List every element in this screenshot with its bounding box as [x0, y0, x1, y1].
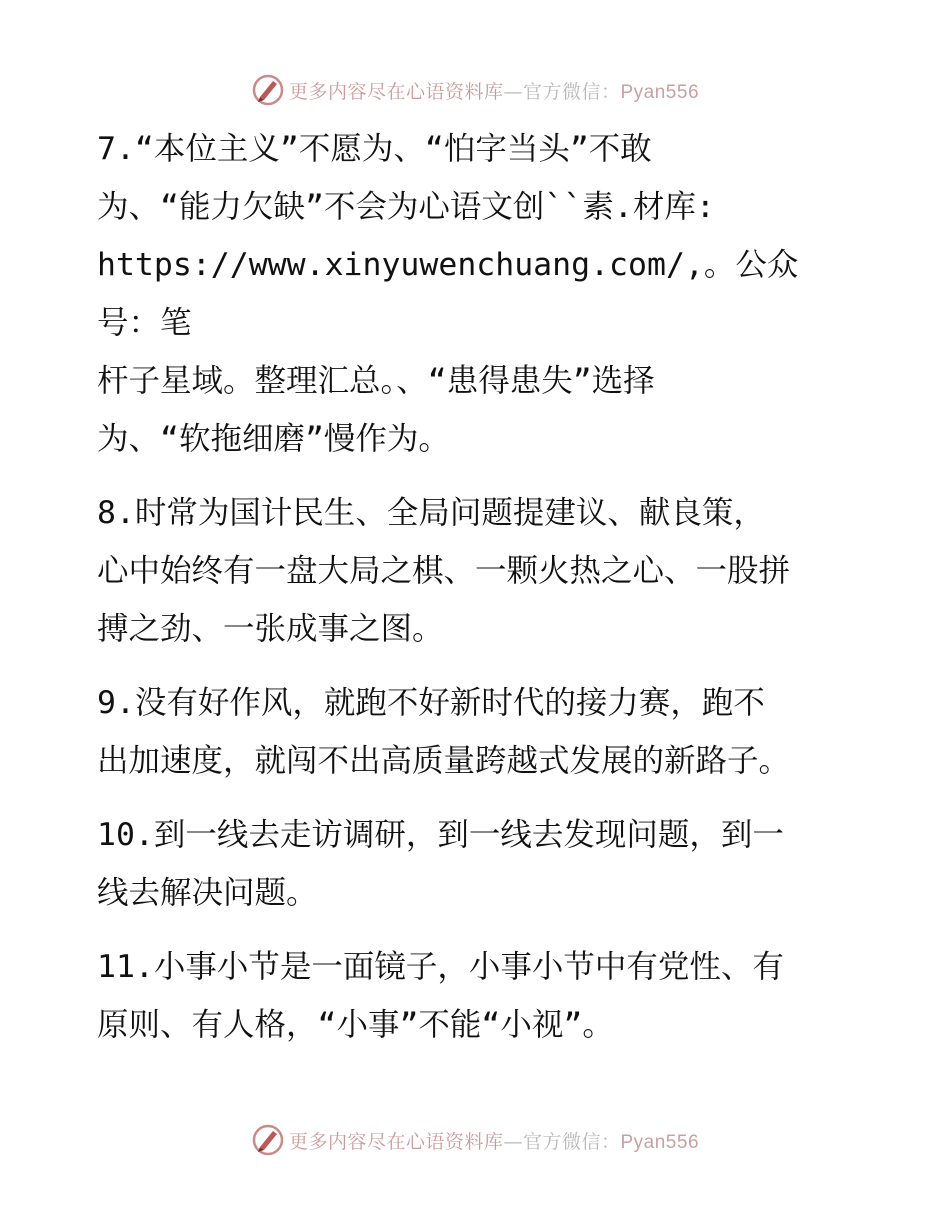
banner-wechat-label: 官方微信：	[522, 1130, 621, 1153]
banner-title: 更多内容尽在心语资料库	[288, 80, 504, 103]
paragraph-11	[97, 938, 857, 1054]
banner-dash: —	[503, 80, 523, 103]
text-line: 出加速度，就闯不出高质量跨越式发展的新路子。	[97, 743, 791, 779]
text-line: 7.“本位主义”不愿为、“怕字当头”不敢	[97, 131, 652, 167]
banner-text	[289, 1127, 699, 1154]
text-line: 8.时常为国计民生、全局问题提建议、献良策，	[97, 495, 765, 531]
text-line: 线去解决问题。	[97, 875, 318, 911]
paragraph-8	[97, 484, 857, 658]
footer-banner	[0, 1120, 950, 1160]
text-line: 原则、有人格，“小事”不能“小视”。	[97, 1007, 614, 1043]
text-line: 9.没有好作风，就跑不好新时代的接力赛，跑不	[97, 685, 765, 721]
text-line: 搏之劲、一张成事之图。	[97, 611, 444, 647]
banner-text	[289, 77, 699, 104]
banner-wechat-id: Pyan556	[620, 81, 700, 103]
paragraph-10	[97, 806, 857, 922]
text-line: 11.小事小节是一面镜子，小事小节中有党性、有	[97, 949, 784, 985]
paragraph-7	[97, 120, 857, 468]
text-line: 为、“软拖细磨”慢作为。	[97, 421, 450, 457]
pen-logo-icon	[251, 73, 285, 107]
text-line: https://www.xinyuwenchuang.com/,。公众号：笔	[97, 247, 799, 341]
banner-dash: —	[503, 1130, 523, 1153]
text-line: 杆子星域。整理汇总。、“患得患失”选择	[97, 363, 655, 399]
banner-wechat-id: Pyan556	[620, 1131, 700, 1153]
paragraph-9	[97, 674, 857, 790]
banner-wechat-label: 官方微信：	[522, 80, 621, 103]
text-line: 心中始终有一盘大局之棋、一颗火热之心、一股拼	[97, 553, 791, 589]
text-line: 10.到一线去走访调研，到一线去发现问题，到一	[97, 817, 784, 853]
banner-title: 更多内容尽在心语资料库	[288, 1130, 504, 1153]
header-banner	[0, 70, 950, 110]
text-line: 为、“能力欠缺”不会为心语文创``素.材库:	[97, 189, 715, 225]
document-body	[97, 120, 857, 1054]
pen-logo-icon	[251, 1123, 285, 1157]
